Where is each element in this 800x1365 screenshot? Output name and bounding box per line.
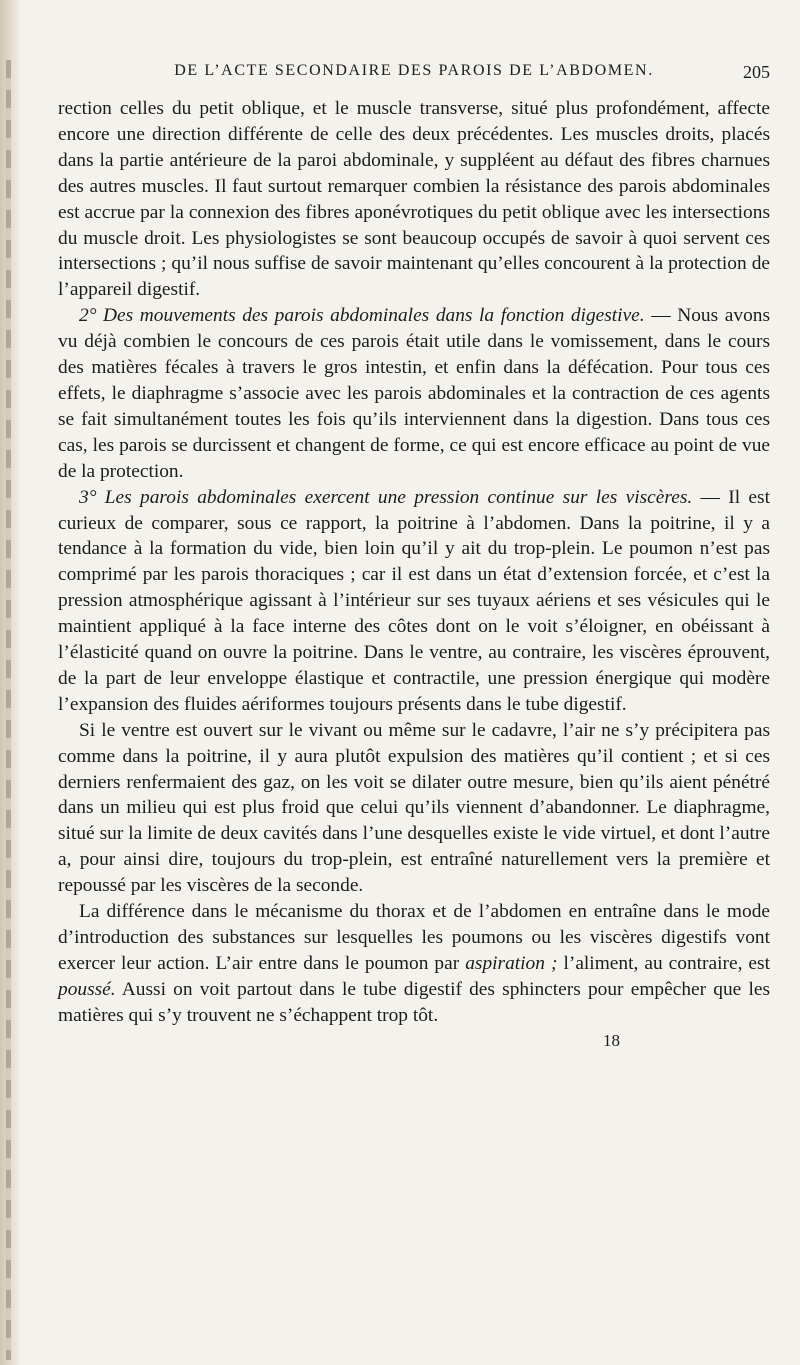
section-heading-3: 3° Les parois abdominales exercent une pression continue sur les viscères.: [79, 486, 693, 508]
paragraph-1: rection celles du petit oblique, et le muscle transverse, situé plus profondément, affecte encore une direction différente de celle des deux précédentes. Les muscles droits, placés dans la partie antérieure de la paroi abdominale, y suppléent au défaut des fibres charnues des autres muscles. Il faut surtout remarquer combien la résistance des parois abdominales est accrue par la connexion des fibres aponévrotiques du petit oblique avec les intersections du muscle droit. Les physiologistes se sont beaucoup occupés de savoir à quoi servent ces intersections ; qu’il nous suffise de savoir maintenant qu’elles concourent à la protection de l’appareil digestif.: [58, 98, 770, 301]
emphasis-pousse: poussé.: [58, 978, 116, 1000]
paragraph-5-text-b: l’aliment, au contraire, est: [563, 952, 770, 974]
book-binding-edge: [0, 0, 22, 1365]
paragraph-4: Si le ventre est ouvert sur le vivant ou même sur le cadavre, l’air ne s’y précipitera pas comme dans la poitrine, il y aura plutôt expulsion des matières qu’il contient ; et si ces derniers renfermaient des gaz, on les voit se dilater outre mesure, bien qu’ils aient pénétré dans un milieu qui est plus froid que celui qu’ils viennent d’abandonner. Le diaphragme, situé sur la limite de deux cavités dans l’une desquelles existe le vide virtuel, et dont l’autre a, pour ainsi dire, toujours du trop-plein, est entraîné naturellement vers la première et repoussé par les viscères de la seconde.: [58, 719, 770, 897]
paragraph-5: [58, 899, 770, 1029]
section-heading-2: 2° Des mouvements des parois abdominales dans la fonction digestive.: [79, 305, 645, 327]
paragraph-2: [58, 303, 770, 484]
paragraph-5-text-c: Aussi on voit partout dans le tube digestif des sphincters pour empêcher que les matières qui s’y trouvent ne s’échappent trop tôt.: [58, 978, 771, 1026]
paragraph-2-text: — Nous avons vu déjà combien le concours de ces parois était utile dans le vomissement, dans le cours des matières fécales à travers le gros intestin, et enfin dans la défécation. Pour tous ces effets, le diaphragme s’associe avec les parois abdominales et la contraction de ces agents se fait simultanément toutes les fois qu’ils interviennent dans la digestion. Dans tous ces cas, les parois se durcissent et changent de forme, ce qui est encore efficace au point de vue de la protection.: [58, 305, 771, 482]
signature-mark: 18: [603, 1030, 620, 1050]
book-page: [58, 62, 770, 1051]
paragraph-3: [58, 485, 770, 718]
binding-stitching: [6, 60, 11, 1360]
emphasis-aspiration: aspiration ;: [465, 952, 558, 974]
running-head: [58, 62, 770, 88]
paragraph-3-text: — Il est curieux de comparer, sous ce rapport, la poitrine à l’abdomen. Dans la poitrine, il y a tendance à la formation du vide, bien loin qu’il y ait du trop-plein. Le poumon n’est pas comprimé par les parois thoraciques ; car il est dans un état d’extension forcée, et c’est la pression atmosphérique agissant à l’intérieur sur ses tuyaux aériens et ses vésicules qui le maintient appliqué à la face interne des côtes dont on le voit s’éloigner, en obéissant à l’élasticité quand on ouvre la poitrine. Dans le ventre, au contraire, les viscères éprouvent, de la part de leur enveloppe élastique et contractile, une pression énergique qui modère l’expansion des fluides aériformes toujours présents dans le tube digestif.: [58, 486, 770, 715]
page-number: 205: [743, 62, 770, 82]
running-title: DE L’ACTE SECONDAIRE DES PAROIS DE L’ABDOMEN.: [174, 62, 654, 79]
paragraph-5-text-a: La différence dans le mécanisme du thorax et de l’abdomen en entraîne dans le mode d’introduction des substances sur lesquelles les poumons ou les viscères digestifs vont exercer leur action. L’air entre dans le poumon par: [58, 901, 770, 974]
body-text: [58, 96, 770, 1029]
